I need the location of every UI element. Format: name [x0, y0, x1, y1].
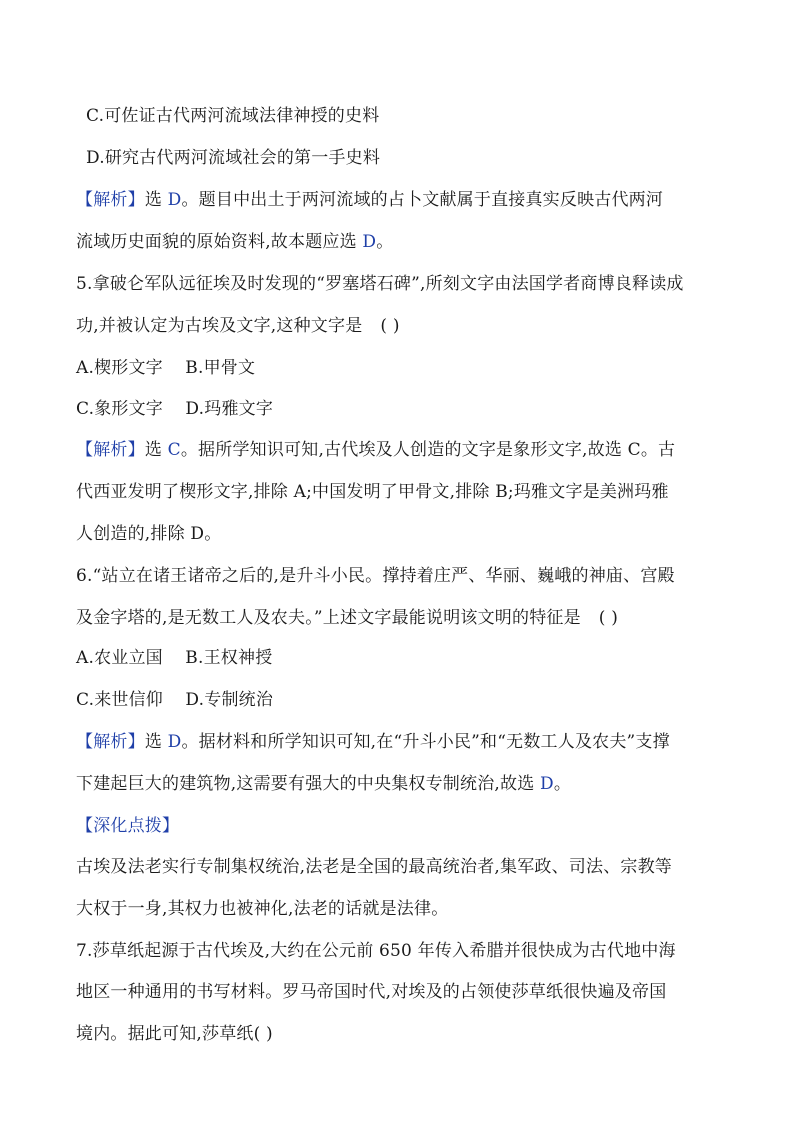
q5-options-cd: C.象形文字 D.玛雅文字 — [76, 399, 274, 419]
answer-letter: D — [540, 774, 554, 794]
analysis-tag: 【解析】 — [76, 440, 145, 460]
q4-option-c: C.可佐证古代两河流域法律神授的史料 — [86, 106, 380, 126]
q4-analysis-line-1: 【解析】选 D。题目中出土于两河流域的占卜文献属于直接真实反映古代两河 — [76, 190, 664, 210]
q6-options-ab: A.农业立国 B.王权神授 — [76, 648, 273, 668]
q6-stem-line-1: 6.“站立在诸王诸帝之后的,是升斗小民。撑持着庄严、华丽、巍峨的神庙、宫殿 — [76, 566, 675, 586]
q5-analysis-line-3: 人创造的,排除 D。 — [76, 524, 222, 544]
answer-letter: C — [167, 440, 181, 460]
answer-paren: ( ) — [380, 316, 400, 336]
analysis-tag: 【解析】 — [76, 732, 145, 752]
q5-stem-line-2: 功,并被认定为古埃及文字,这种文字是 ( ) — [76, 316, 400, 336]
q5-analysis-line-2: 代西亚发明了楔形文字,排除 A;中国发明了甲骨文,排除 B;玛雅文字是美洲玛雅 — [76, 482, 669, 502]
q5-stem-line-1: 5.拿破仑军队远征埃及时发现的“罗塞塔石碑”,所刻文字由法国学者商博良释读成 — [76, 274, 684, 294]
q4-analysis-line-2: 流域历史面貌的原始资料,故本题应选 D。 — [76, 232, 394, 252]
q6-analysis-line-1: 【解析】选 D。据材料和所学知识可知,在“升斗小民”和“无数工人及农夫”支撑 — [76, 732, 670, 752]
q6-options-cd: C.来世信仰 D.专制统治 — [76, 690, 274, 710]
analysis-tag: 【解析】 — [76, 190, 145, 210]
deepen-heading: 【深化点拨】 — [76, 816, 180, 836]
q4-option-d: D.研究古代两河流域社会的第一手史料 — [86, 148, 381, 168]
q6-analysis-line-2: 下建起巨大的建筑物,这需要有强大的中央集权专制统治,故选 D。 — [76, 774, 572, 794]
q7-stem-line-3: 境内。据此可知,莎草纸( ) — [76, 1024, 273, 1044]
q5-options-ab: A.楔形文字 B.甲骨文 — [76, 358, 256, 378]
answer-paren: ( ) — [253, 1024, 273, 1044]
answer-letter: D — [167, 190, 182, 210]
answer-letter: D — [362, 232, 377, 252]
answer-paren: ( ) — [598, 608, 619, 628]
deepen-line-2: 大权于一身,其权力也被神化,法老的话就是法律。 — [76, 899, 449, 919]
deepen-line-1: 古埃及法老实行专制集权统治,法老是全国的最高统治者,集军政、司法、宗教等 — [76, 857, 673, 877]
q7-stem-line-1: 7.莎草纸起源于古代埃及,大约在公元前 650 年传入希腊并很快成为古代地中海 — [76, 941, 676, 961]
q5-analysis-line-1: 【解析】选 C。据所学知识可知,古代埃及人创造的文字是象形文字,故选 C。古 — [76, 440, 676, 460]
answer-letter: D — [167, 732, 182, 752]
q7-stem-line-2: 地区一种通用的书写材料。罗马帝国时代,对埃及的占领使莎草纸很快遍及帝国 — [76, 982, 667, 1002]
q6-stem-line-2: 及金字塔的,是无数工人及农夫。”上述文字最能说明该文明的特征是 ( ) — [76, 608, 619, 628]
